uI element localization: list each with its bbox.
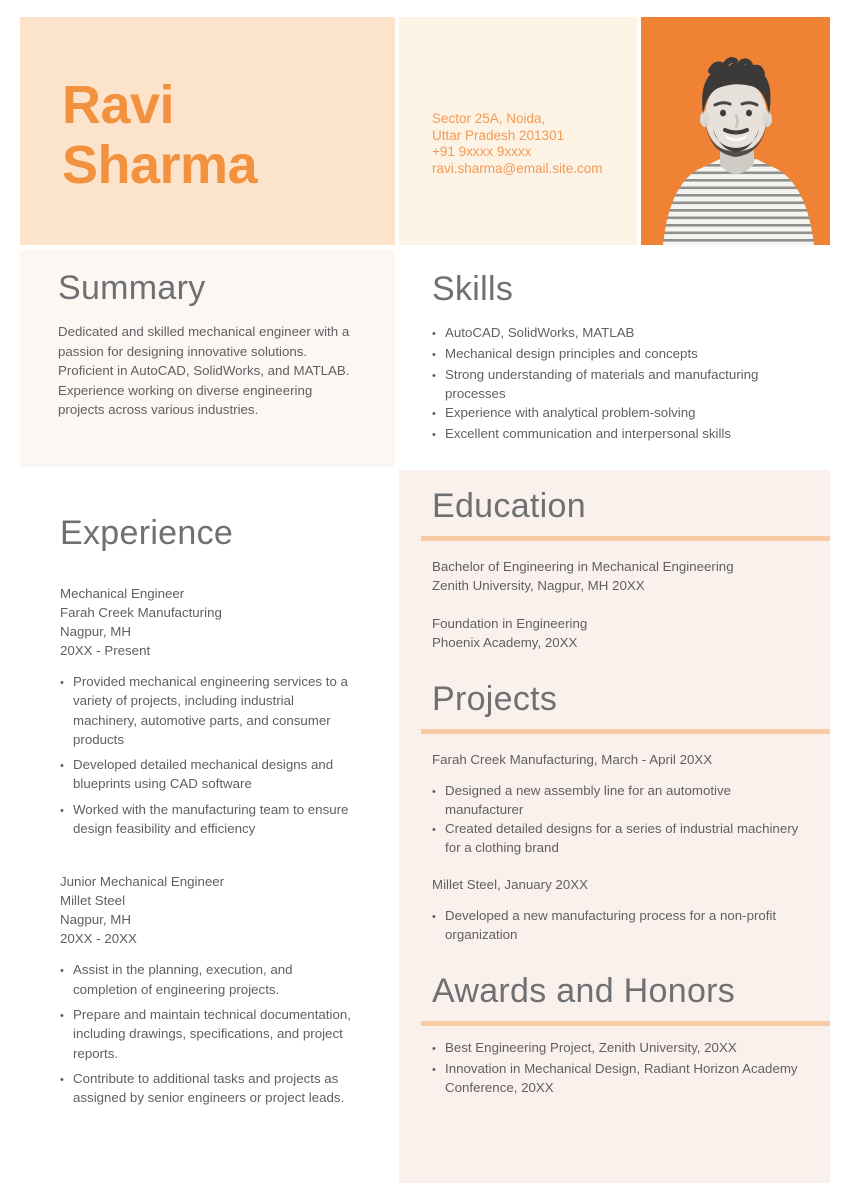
job-bullet: • Worked with the manufacturing team to ensure design feasibility and efficiency <box>60 800 355 839</box>
skill-item: • AutoCAD, SolidWorks, MATLAB <box>432 323 812 344</box>
portrait-illustration <box>641 17 830 245</box>
job-dates: 20XX - Present <box>60 643 151 658</box>
summary-text: Dedicated and skilled mechanical engineer with a passion for designing innovative solutions. Proficient in AutoCAD, SolidWorks, and MATLAB. Experience working on diverse engineering projects across various industries. <box>58 324 350 417</box>
job-location: Nagpur, MH <box>60 912 131 928</box>
section-divider <box>421 536 830 541</box>
education-degree: Bachelor of Engineering in Mechanical Engineering <box>432 559 734 574</box>
job-location: Nagpur, MH <box>60 624 131 639</box>
bullet-icon <box>432 1038 445 1059</box>
skill-item: • Experience with analytical problem-solving <box>432 403 812 424</box>
bullet-icon <box>432 781 445 819</box>
header-name-block <box>20 17 395 245</box>
job-title: Junior Mechanical Engineer <box>60 874 225 890</box>
job-title: Mechanical Engineer <box>60 586 185 601</box>
person-last-name: Sharma <box>62 135 258 195</box>
project-entries <box>432 750 810 944</box>
job-header <box>60 872 355 948</box>
project-bullet-list <box>432 781 810 857</box>
experience-section <box>20 467 395 1200</box>
education-entries <box>432 557 810 652</box>
person-name <box>62 75 257 195</box>
skill-item: • Excellent communication and interpersonal skills <box>432 424 812 445</box>
education-section <box>399 470 830 652</box>
job-bullet: • Contribute to additional tasks and projects as assigned by senior engineers or project leads. <box>60 1069 355 1108</box>
project-entry <box>432 750 810 857</box>
contact-address-line1: Sector 25A, Noida, <box>432 111 546 126</box>
bullet-icon <box>60 800 73 839</box>
bullet-icon <box>432 403 445 424</box>
contact-phone: +91 9xxxx 9xxxx <box>432 144 532 159</box>
experience-heading: Experience <box>60 514 234 552</box>
bullet-icon <box>432 344 445 365</box>
education-degree: Foundation in Engineering <box>432 616 588 631</box>
job-bullet-list <box>60 672 355 838</box>
job-bullet: • Provided mechanical engineering services to a variety of projects, including industrial machinery, automotive parts, and consumer products <box>60 672 355 749</box>
project-bullet: • Developed a new manufacturing process for a non-profit organization <box>432 906 810 944</box>
job-bullet: • Developed detailed mechanical designs and blueprints using CAD software <box>60 755 355 794</box>
skill-item: • Strong understanding of materials and manufacturing processes <box>432 365 812 403</box>
education-school: Phoenix Academy, 20XX <box>432 635 578 650</box>
project-bullet: • Designed a new assembly line for an automotive manufacturer <box>432 781 810 819</box>
contact-email: ravi.sharma@email.site.com <box>432 160 603 176</box>
education-entry <box>432 557 810 595</box>
profile-photo <box>641 17 830 245</box>
award-item: • Innovation in Mechanical Design, Radiant Horizon Academy Conference, 20XX <box>432 1059 810 1097</box>
contact-info <box>432 111 603 177</box>
project-title: Millet Steel, January 20XX <box>432 877 588 892</box>
education-entry <box>432 614 810 652</box>
skills-section <box>399 250 830 467</box>
bullet-icon <box>432 365 445 403</box>
bullet-icon <box>432 323 445 344</box>
bullet-icon <box>60 1069 73 1108</box>
bullet-icon <box>60 960 73 999</box>
skill-item: • Mechanical design principles and concepts <box>432 344 812 365</box>
project-bullet: • Created detailed designs for a series of industrial machinery for a clothing brand <box>432 819 810 857</box>
awards-section <box>399 969 830 1097</box>
job-bullet: • Assist in the planning, execution, and completion of engineering projects. <box>60 960 355 999</box>
summary-section <box>20 250 395 467</box>
job-company: Millet Steel <box>60 893 126 909</box>
project-entry <box>432 875 810 944</box>
skills-list <box>432 323 812 445</box>
projects-section <box>399 677 830 944</box>
right-panel <box>399 470 830 1183</box>
contact-address-line2: Uttar Pradesh 201301 <box>432 127 565 143</box>
bullet-icon <box>60 1005 73 1063</box>
job-header <box>60 584 355 660</box>
bullet-icon <box>432 424 445 445</box>
bullet-icon <box>432 1059 445 1097</box>
summary-heading: Summary <box>58 269 206 307</box>
project-bullet-list <box>432 906 810 944</box>
awards-list <box>432 1038 810 1097</box>
section-divider <box>421 729 830 734</box>
bullet-icon <box>60 755 73 794</box>
education-school: Zenith University, Nagpur, MH 20XX <box>432 578 645 593</box>
bullet-icon <box>60 672 73 749</box>
awards-heading: Awards and Honors <box>432 972 736 1010</box>
job-bullet: • Prepare and maintain technical documentation, including drawings, specifications, and project reports. <box>60 1005 355 1063</box>
award-item: • Best Engineering Project, Zenith University, 20XX <box>432 1038 810 1059</box>
job-company: Farah Creek Manufacturing <box>60 605 222 620</box>
job-dates: 20XX - 20XX <box>60 931 137 947</box>
skills-heading: Skills <box>432 270 514 308</box>
project-title: Farah Creek Manufacturing, March - April 20XX <box>432 752 713 767</box>
bullet-icon <box>432 906 445 944</box>
header-contact-block <box>399 17 637 245</box>
person-first-name: Ravi <box>62 75 175 135</box>
section-divider <box>421 1021 830 1026</box>
job-bullet-list <box>60 960 355 1107</box>
education-heading: Education <box>432 487 586 525</box>
bullet-icon <box>432 819 445 857</box>
projects-heading: Projects <box>432 680 558 718</box>
